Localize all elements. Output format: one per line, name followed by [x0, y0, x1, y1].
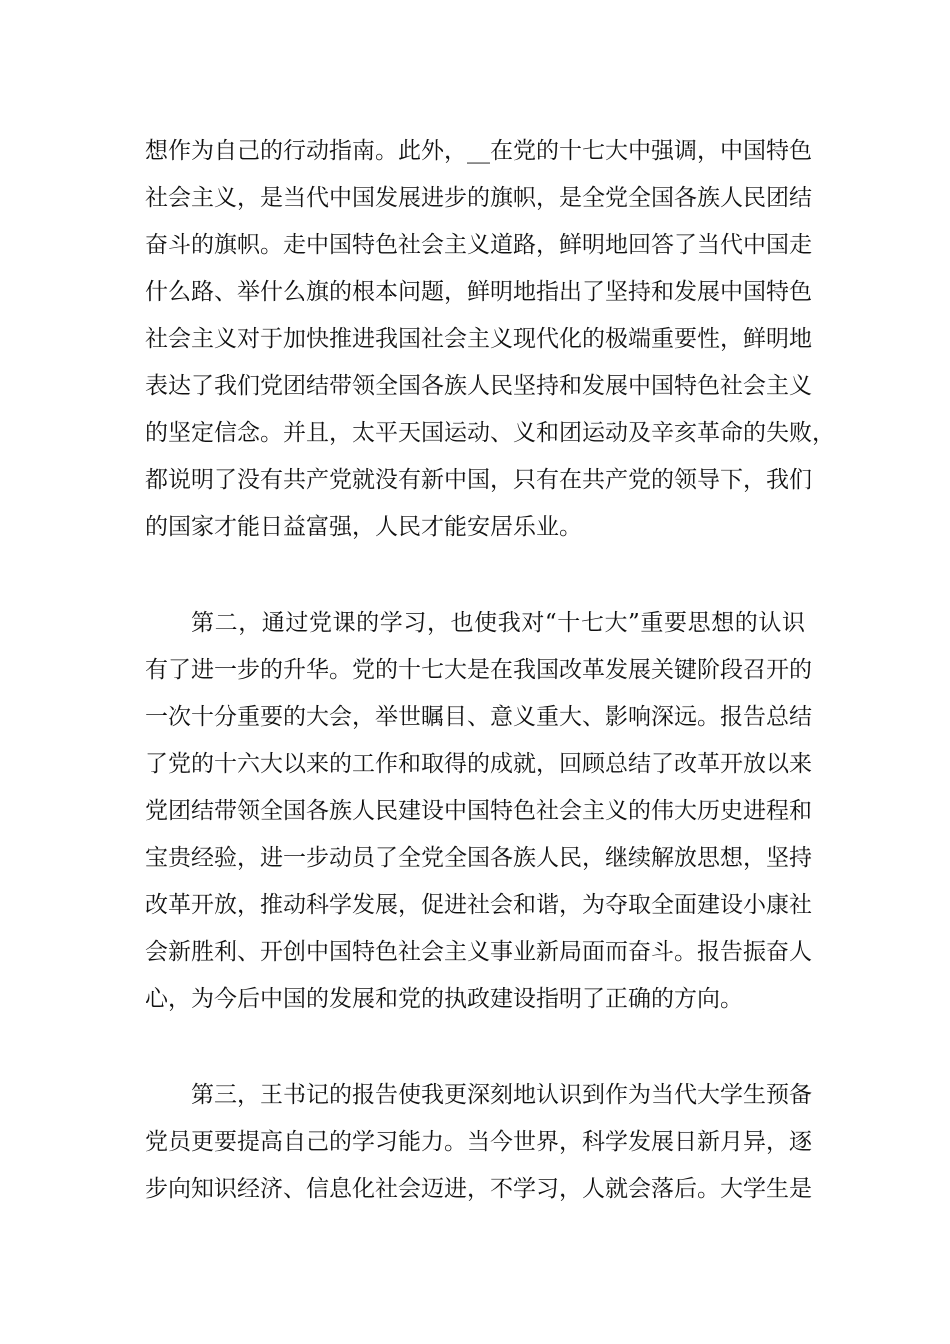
paragraph-3	[145, 1072, 812, 1213]
text-line: 第三，王书记的报告使我更深刻地认识到作为当代大学生预备	[191, 1082, 812, 1108]
text-line: 表达了我们党团结带领全国各族人民坚持和发展中国特色社会主义	[145, 373, 812, 399]
text-line: 一次十分重要的大会，举世瞩目、意义重大、影响深远。报告总结	[145, 704, 812, 730]
text-line: 奋斗的旗帜。走中国特色社会主义道路，鲜明地回答了当代中国走	[145, 232, 812, 258]
paragraph-2	[145, 600, 812, 1023]
text-line: 都说明了没有共产党就没有新中国，只有在共产党的领导下，我们	[145, 467, 812, 493]
text-line: 心，为今后中国的发展和党的执政建设指明了正确的方向。	[145, 986, 743, 1012]
text-line: 会新胜利、开创中国特色社会主义事业新局面而奋斗。报告振奋人	[145, 939, 812, 965]
text-line: 步向知识经济、信息化社会迈进，不学习，人就会落后。大学生是	[145, 1176, 812, 1202]
paragraph-1	[145, 128, 835, 551]
text-line: 党团结带领全国各族人民建设中国特色社会主义的伟大历史进程和	[145, 798, 812, 824]
text-line: 有了进一步的升华。党的十七大是在我国改革发展关键阶段召开的	[145, 657, 812, 683]
text-line: 社会主义对于加快推进我国社会主义现代化的极端重要性，鲜明地	[145, 326, 812, 352]
text-line: 第二，通过党课的学习，也使我对“十七大”重要思想的认识	[191, 610, 805, 636]
text-line: 宝贵经验，进一步动员了全党全国各族人民，继续解放思想，坚持	[145, 845, 812, 871]
text-line: 党员更要提高自己的学习能力。当今世界，科学发展日新月异，逐	[145, 1129, 812, 1155]
text-line: 的国家才能日益富强，人民才能安居乐业。	[145, 514, 582, 540]
text-line: 改革开放，推动科学发展，促进社会和谐，为夺取全面建设小康社	[145, 892, 812, 918]
text-line: 什么路、举什么旗的根本问题，鲜明地指出了坚持和发展中国特色	[145, 279, 812, 305]
text-line: 了党的十六大以来的工作和取得的成就，回顾总结了改革开放以来	[145, 751, 812, 777]
text-line: 想作为自己的行动指南。此外，__在党的十七大中强调，中国特色	[145, 138, 812, 164]
text-line: 社会主义，是当代中国发展进步的旗帜，是全党全国各族人民团结	[145, 185, 812, 211]
text-line: 的坚定信念。并且，太平天国运动、义和团运动及辛亥革命的失败，	[145, 420, 835, 446]
